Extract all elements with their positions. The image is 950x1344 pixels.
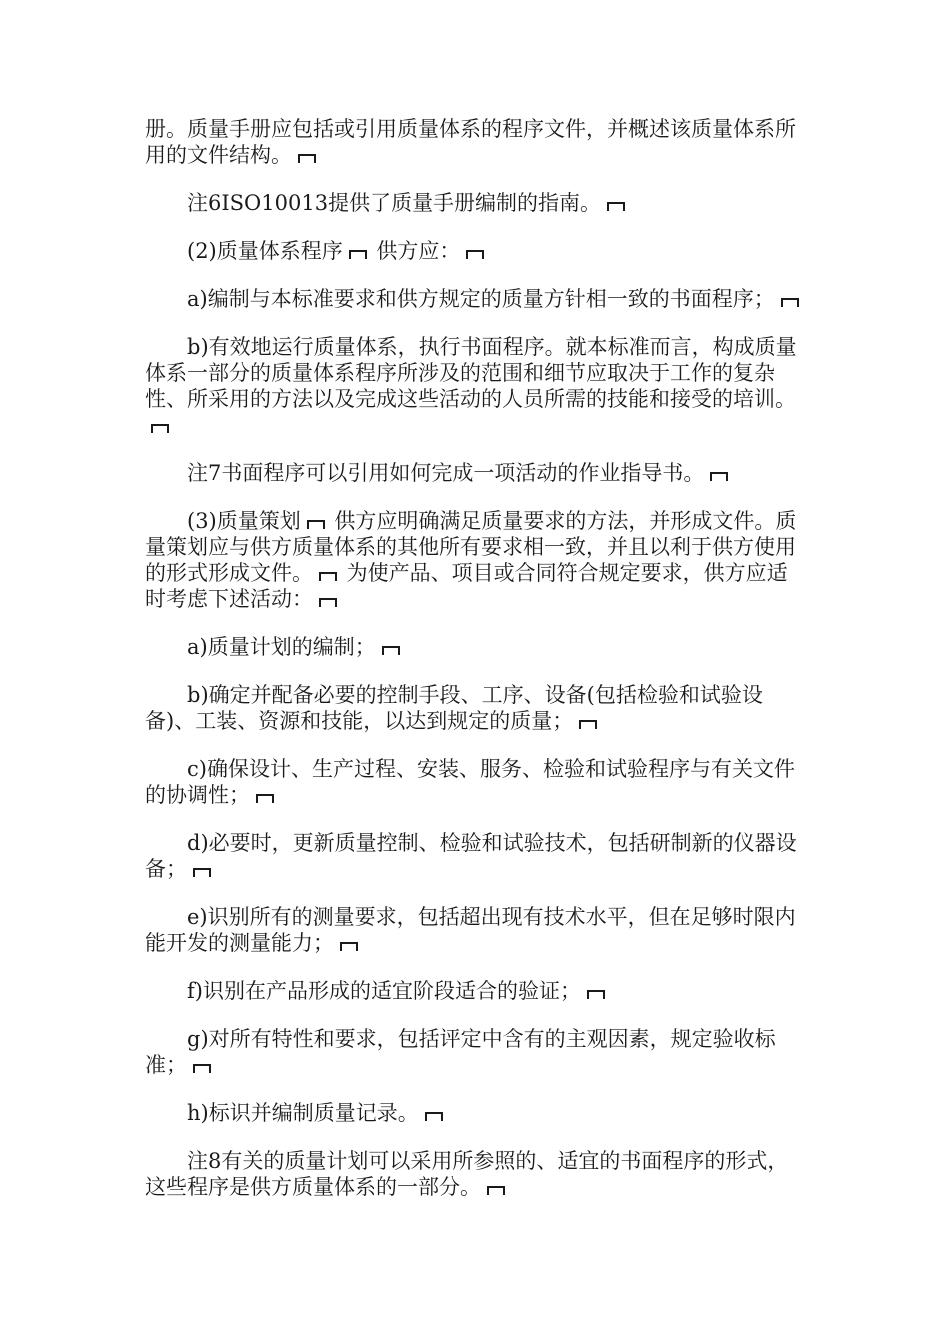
paragraph-text: 供方应明确满足质量要求的方法，并形成文件。质量策划应与供方质量体系的其他所有要求相一致，并且以利于供方使用的形式形成文件。 <box>145 509 797 585</box>
paragraph-text: g)对所有特性和要求，包括评定中含有的主观因素，规定验收标准； <box>145 1027 776 1077</box>
paragraph-text: 注6ISO10013提供了质量手册编制的指南。 <box>187 191 602 215</box>
list-item-3f <box>145 978 805 1004</box>
paragraph-mark-icon <box>607 202 625 211</box>
paragraph-text: 注8有关的质量计划可以采用所参照的、适宜的书面程序的形式，这些程序是供方质量体系的一部分。 <box>145 1149 789 1199</box>
list-item-3d <box>145 830 805 882</box>
paragraph-manual-structure <box>145 116 805 168</box>
paragraph-text: 册。质量手册应包括或引用质量体系的程序文件，并概述该质量体系所用的文件结构。 <box>145 117 796 167</box>
paragraph-mark-icon <box>466 250 484 259</box>
list-item-3c <box>145 756 805 808</box>
section-heading: (2)质量体系程序 <box>187 239 343 263</box>
paragraph-mark-icon <box>710 472 728 481</box>
paragraph-text: f)识别在产品形成的适宜阶段适合的验证； <box>187 979 581 1003</box>
paragraph-mark-icon <box>319 572 337 581</box>
paragraph-quality-system-procedures <box>145 238 805 264</box>
paragraph-mark-icon <box>781 298 799 307</box>
paragraph-mark-icon <box>349 250 367 259</box>
list-item-3a <box>145 634 805 660</box>
paragraph-text: 供方应： <box>369 239 461 263</box>
paragraph-note-7 <box>145 460 805 486</box>
paragraph-text: h)标识并编制质量记录。 <box>187 1101 419 1125</box>
paragraph-mark-icon <box>487 1186 505 1195</box>
paragraph-text: b)确定并配备必要的控制手段、工序、设备(包括检验和试验设备)、工装、资源和技能，以达到规定的质量； <box>145 683 763 733</box>
paragraph-text: e)识别所有的测量要求，包括超出现有技术水平，但在足够时限内能开发的测量能力； <box>145 905 796 955</box>
paragraph-note-8 <box>145 1148 805 1200</box>
document-body <box>145 116 805 1222</box>
paragraph-mark-icon <box>579 720 597 729</box>
paragraph-text: a)编制与本标准要求和供方规定的质量方针相一致的书面程序； <box>187 287 775 311</box>
list-item-3g <box>145 1026 805 1078</box>
paragraph-mark-icon <box>425 1112 443 1121</box>
paragraph-mark-icon <box>307 520 325 529</box>
paragraph-mark-icon <box>340 942 358 951</box>
section-heading: (3)质量策划 <box>187 509 301 533</box>
paragraph-mark-icon <box>319 598 337 607</box>
paragraph-mark-icon <box>151 424 169 433</box>
paragraph-text: c)确保设计、生产过程、安装、服务、检验和试验程序与有关文件的协调性； <box>145 757 795 807</box>
paragraph-quality-planning <box>145 508 805 612</box>
paragraph-text: a)质量计划的编制； <box>187 635 376 659</box>
list-item-2b <box>145 334 805 438</box>
paragraph-text: b)有效地运行质量体系，执行书面程序。就本标准而言，构成质量体系一部分的质量体系程序所涉及的范围和细节应取决于工作的复杂性、所采用的方法以及完成这些活动的人员所需的技能和接受的培训。 <box>145 335 797 411</box>
paragraph-mark-icon <box>298 154 316 163</box>
paragraph-mark-icon <box>256 794 274 803</box>
paragraph-note-6 <box>145 190 805 216</box>
list-item-3b <box>145 682 805 734</box>
list-item-3h <box>145 1100 805 1126</box>
paragraph-text: 注7书面程序可以引用如何完成一项活动的作业指导书。 <box>187 461 705 485</box>
paragraph-text: d)必要时，更新质量控制、检验和试验技术，包括研制新的仪器设备； <box>145 831 797 881</box>
paragraph-mark-icon <box>193 1064 211 1073</box>
paragraph-mark-icon <box>193 868 211 877</box>
list-item-2a <box>145 286 805 312</box>
paragraph-text: 为使产品、项目或合同符合规定要求，供方应适时考虑下述活动： <box>145 561 788 611</box>
paragraph-mark-icon <box>382 646 400 655</box>
paragraph-mark-icon <box>587 990 605 999</box>
list-item-3e <box>145 904 805 956</box>
